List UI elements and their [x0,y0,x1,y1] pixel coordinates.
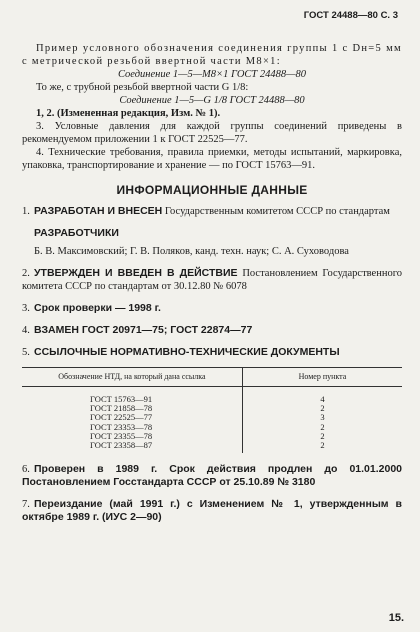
developers-heading: РАЗРАБОТЧИКИ [34,227,119,239]
table-row [22,387,402,405]
reference-point: 2 [242,404,402,413]
section-2-text: Постановлением Государственного комитета СССР по стандартам от 30.12.80 № 6078 [22,268,402,292]
column-header-point: Номер пункта [242,368,402,387]
technical-requirements-note: 4. Технические требования, правила приемки, методы испытаний, маркировка, упаковка, транспортирование и хранение — по ГОСТ 15763—91. [22,147,402,171]
page-content [22,42,402,524]
table-row [22,413,402,422]
pipe-thread-text: То же, с трубной резьбой ввертной части G 1/8: [36,82,249,93]
reference-point: 2 [242,432,402,441]
developers-list: Б. В. Максимовский; Г. В. Поляков, канд. техн. наук; С. А. Суховодова [34,246,349,257]
section-4: 4. ВЗАМЕН ГОСТ 20971—75; ГОСТ 22874—77 [22,324,253,336]
section-6-text: Проверен в 1989 г. Срок действия продлен до 01.01.2000 Постановлением Госстандарта СССР от 25.10.89 № 3180 [22,463,402,489]
column-header-document: Обозначение НТД, на который дана ссылка [22,368,242,387]
section-2: 2. УТВЕРЖДЕН И ВВЕДЕН В ДЕЙСТВИЕ Постановлением Государственного комитета СССР по стандартам от 30.12.80 № 6078 [22,267,402,292]
reference-point: 3 [242,413,402,422]
revision-note: 1, 2. (Измененная редакция, Изм. № 1). [36,108,221,119]
reference-document: ГОСТ 23355—78 [90,430,153,441]
section-6: 6. Проверен в 1989 г. Срок действия продлен до 01.01.2000 Постановлением Госстандарта СССР от 25.10.89 № 3180 [22,463,402,489]
table-row [22,441,402,453]
reference-point: 4 [242,387,402,405]
section-1-text: Государственным комитетом СССР по стандартам [162,206,390,217]
section-7: 7. Переиздание (май 1991 г.) с Изменением № 1, утвержденным в октябре 1989 г. (ИУС 2—90) [22,498,402,524]
section-2-bold: УТВЕРЖДЕН И ВВЕДЕН В ДЕЙСТВИЕ [34,267,238,279]
table-row [22,432,402,441]
section-5-text: ССЫЛОЧНЫЕ НОРМАТИВНО-ТЕХНИЧЕСКИЕ ДОКУМЕНТЫ [34,346,340,358]
section-5: 5. ССЫЛОЧНЫЕ НОРМАТИВНО-ТЕХНИЧЕСКИЕ ДОКУМЕНТЫ [22,346,340,358]
example-text: Пример условного обозначения соединения группы 1 с Dн=5 мм с метрической резьбой ввертной части М8×1: [22,43,402,67]
info-title: ИНФОРМАЦИОННЫЕ ДАННЫЕ [116,183,308,197]
pressure-note: 3. Условные давления для каждой группы соединений приведены в рекомендуемом приложении 1 к ГОСТ 22525—77. [22,121,402,145]
table-row [22,423,402,432]
designation-pipe: Соединение 1—5—G 1/8 ГОСТ 24488—80 [119,95,305,106]
reference-document: ГОСТ 23353—78 [90,421,153,432]
reference-document: ГОСТ 23358—87 [90,440,153,451]
reference-document: ГОСТ 21858—78 [90,403,153,414]
section-7-text: Переиздание (май 1991 г.) с Изменением № 1, утвержденным в октябре 1989 г. (ИУС 2—90) [22,498,402,524]
designation-metric: Соединение 1—5—М8×1 ГОСТ 24488—80 [117,69,306,80]
reference-table [22,367,402,453]
reference-point: 2 [242,441,402,453]
section-3-text: Срок проверки — 1998 г. [34,302,161,314]
section-3: 3. Срок проверки — 1998 г. [22,302,161,314]
table-row [22,404,402,413]
reference-document: ГОСТ 15763—91 [90,394,153,404]
page-header: ГОСТ 24488—80 С. 3 [303,10,398,21]
section-1-bold: РАЗРАБОТАН И ВНЕСЕН [34,205,163,217]
reference-point: 2 [242,423,402,432]
page-number: 15. [388,612,404,624]
section-4-text: ВЗАМЕН ГОСТ 20971—75; ГОСТ 22874—77 [34,324,253,336]
section-1: 1. РАЗРАБОТАН И ВНЕСЕН Государственным комитетом СССР по стандартам [22,205,390,217]
reference-document: ГОСТ 22525—77 [90,412,153,423]
